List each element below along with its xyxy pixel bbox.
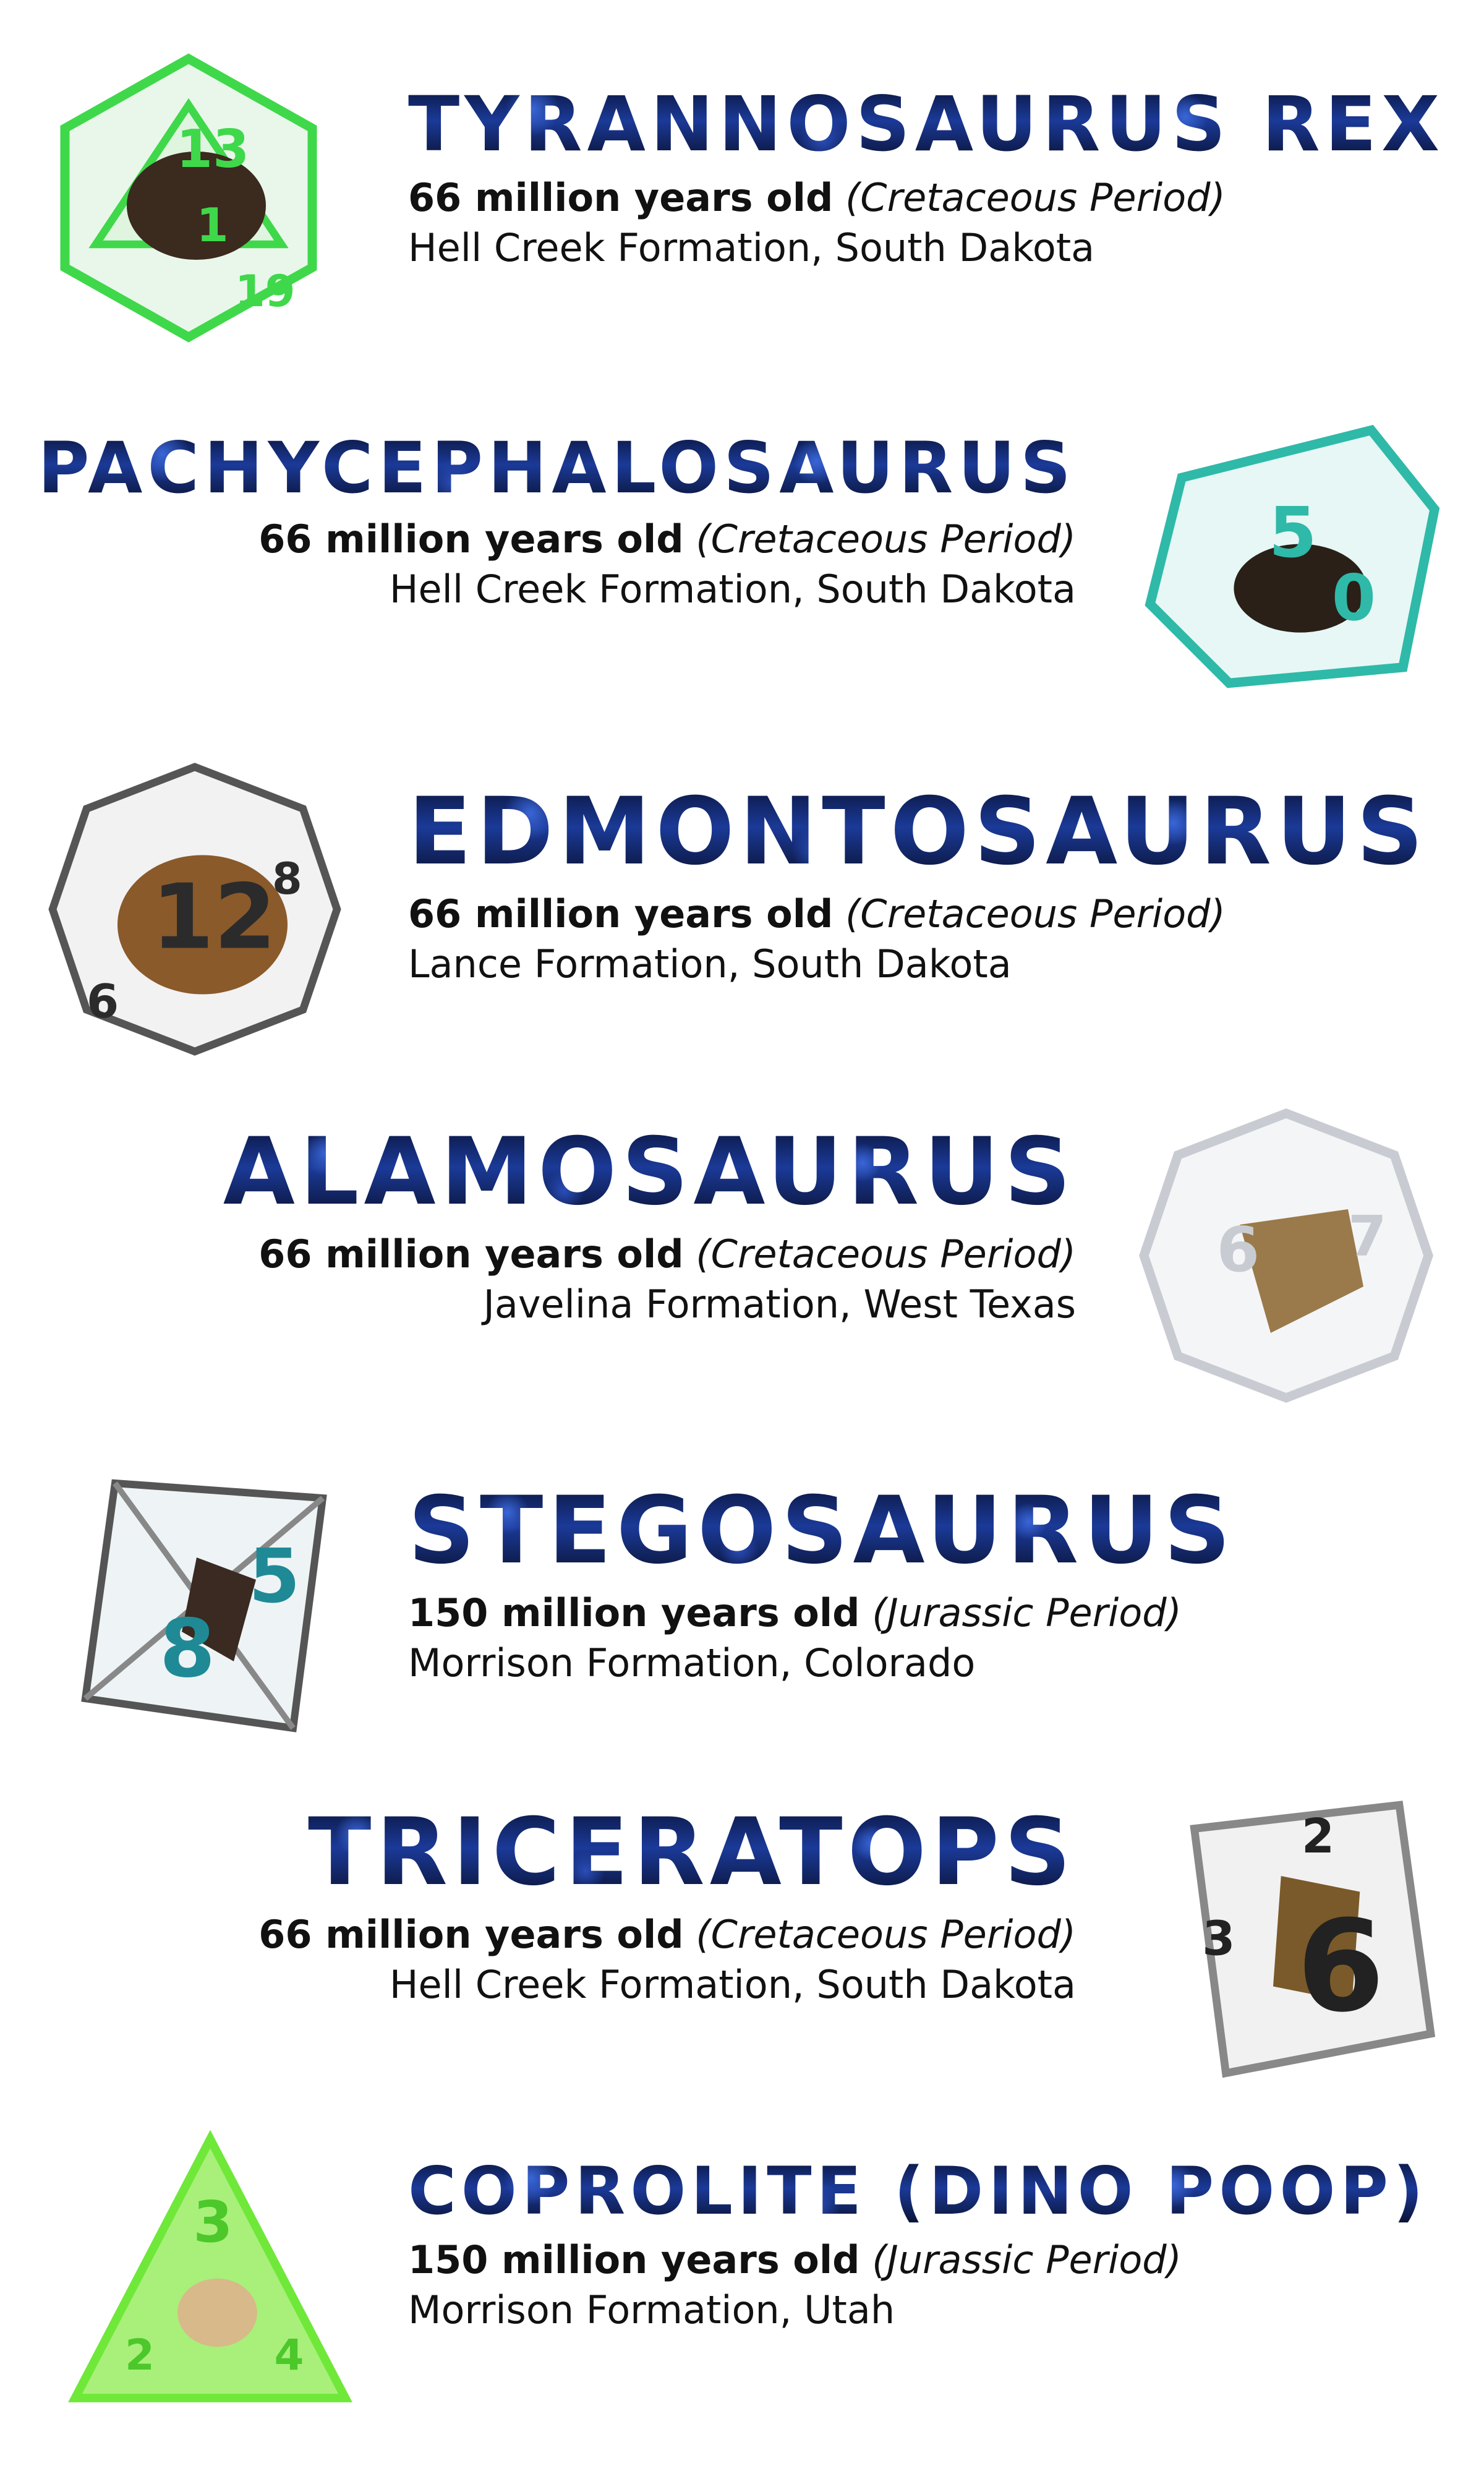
age-text: 150 million years old [408,1590,860,1635]
dino-entry-pachycephalosaurus [0,353,1484,705]
dino-name: TRICERATOPS [258,1806,1076,1899]
svg-text:7: 7 [1348,1204,1387,1269]
d4-die-image [68,2128,352,2412]
svg-text:2: 2 [1301,1809,1335,1864]
svg-text:8: 8 [272,854,302,904]
dino-name: EDMONTOSAURUS [408,778,1428,886]
location-text: Hell Creek Formation, South Dakota [389,566,1076,612]
location-text: Hell Creek Formation, South Dakota [389,1961,1076,2007]
svg-text:5: 5 [1268,492,1317,573]
dino-entry-stegosaurus [0,1410,1484,1763]
period-text: (Cretaceous Period) [696,1231,1076,1277]
dino-name: COPROLITE (DINO POOP) [408,2153,1428,2229]
dino-name: STEGOSAURUS [408,1477,1236,1585]
period-text: (Cretaceous Period) [845,891,1226,936]
period-text: (Jurassic Period) [872,2237,1182,2282]
dino-name: ALAMOSAURUS [223,1118,1076,1226]
svg-text:6: 6 [1216,1214,1260,1286]
period-text: (Cretaceous Period) [696,1912,1076,1957]
svg-text:0: 0 [1331,562,1376,636]
svg-text:12: 12 [151,865,276,970]
svg-text:8: 8 [160,1602,216,1695]
age-text: 66 million years old [258,1231,684,1277]
svg-text:1: 1 [196,198,229,252]
svg-text:6: 6 [1297,1893,1385,2041]
age-text: 66 million years old [408,175,834,220]
dino-entry-coprolite [0,2115,1484,2484]
svg-text:2: 2 [125,2331,155,2380]
period-text: (Cretaceous Period) [696,516,1076,562]
d6-die-image [1162,1781,1447,2097]
dino-entry-alamosaurus [0,1058,1484,1410]
d8-die-image [56,1447,352,1757]
svg-text:6: 6 [87,974,119,1029]
age-text: 66 million years old [408,891,834,936]
age-text: 150 million years old [408,2237,860,2282]
location-text: Lance Formation, South Dakota [408,941,1012,987]
d10-die-image [1132,414,1453,699]
svg-text:13: 13 [176,119,250,180]
location-text: Morrison Formation, Utah [408,2287,895,2332]
period-text: (Jurassic Period) [872,1590,1182,1635]
dino-entry-edmontosaurus [0,705,1484,1058]
dino-name: TYRANNOSAURUS REX [408,80,1445,168]
dino-name: PACHYCEPHALOSAURUS [38,427,1076,509]
svg-text:3: 3 [1202,1911,1235,1967]
d12-die-image [40,755,349,1064]
location-text: Morrison Formation, Colorado [408,1640,976,1685]
d12-clear-die-image [1125,1101,1447,1410]
age-text: 66 million years old [258,1912,684,1957]
location-text: Hell Creek Formation, South Dakota [408,225,1095,270]
svg-text:5: 5 [249,1534,301,1620]
d20-die-image [34,43,343,353]
svg-text:19: 19 [235,266,296,317]
location-text: Javelina Formation, West Texas [483,1281,1076,1327]
period-text: (Cretaceous Period) [845,175,1226,220]
age-text: 66 million years old [258,516,684,562]
svg-text:4: 4 [274,2331,304,2380]
dino-entry-tyrannosaurus [0,0,1484,353]
svg-text:3: 3 [193,2189,233,2255]
dino-entry-triceratops [0,1763,1484,2115]
